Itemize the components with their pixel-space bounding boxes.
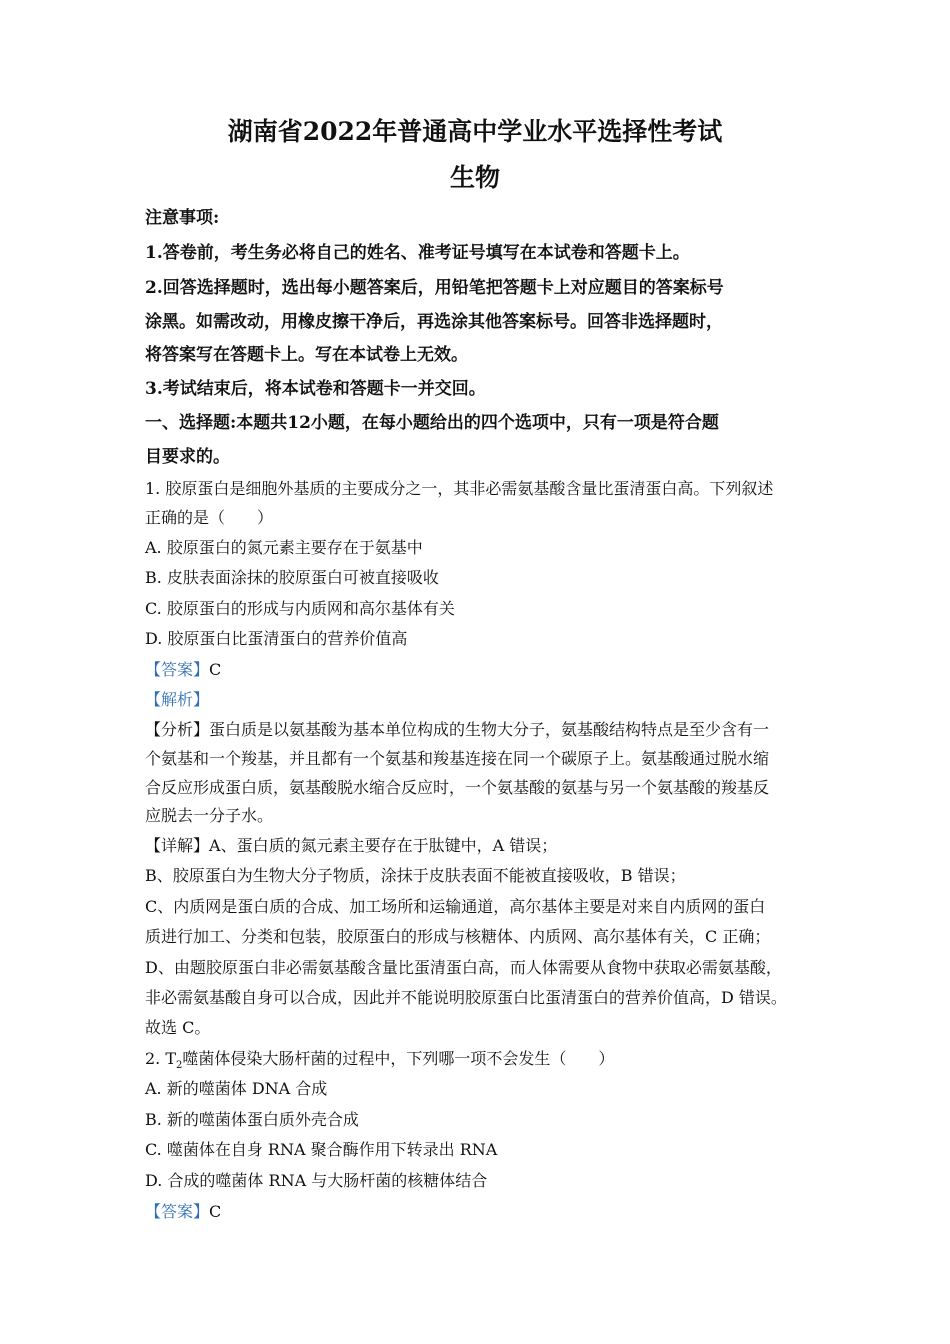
notice-item-2-line-2: 涂黑。如需改动，用橡皮擦干净后，再选涂其他答案标号。回答非选择题时， [145, 312, 723, 332]
q2-option-b: B. 新的噬菌体蛋白质外壳合成 [145, 1110, 359, 1129]
q1-answer-line [145, 659, 810, 681]
exam-title: 湖南省2022年普通高中学业水平选择性考试 [227, 117, 723, 146]
q2-stem-pre: 2. T [145, 1049, 177, 1068]
q1-answer-value: C [209, 660, 222, 679]
q1-fenxi-line-4: 应脱去一分子水。 [145, 806, 274, 825]
q1-option-d: D. 胶原蛋白比蛋清蛋白的营养价值高 [145, 629, 408, 648]
q2-answer-tag: 【答案】 [145, 1202, 210, 1221]
q1-stem-line-1: 1. 胶原蛋白是细胞外基质的主要成分之一，其非必需氨基酸含量比蛋清蛋白高。下列叙述 [145, 479, 774, 498]
q1-detail-c-line-2: 质进行加工、分类和包装，胶原蛋白的形成与核糖体、内质网、高尔基体有关，C 正确； [145, 927, 771, 946]
q2-option-c: C. 噬菌体在自身 RNA 聚合酶作用下转录出 RNA [145, 1140, 498, 1159]
subject-title: 生物 [449, 163, 500, 192]
q1-fenxi-line-3: 合反应形成蛋白质，氨基酸脱水缩合反应时，一个氨基酸的氨基与另一个氨基酸的羧基反 [145, 778, 770, 797]
notice-item-2-line-1: 2.回答选择题时，选出每小题答案后，用铅笔把答题卡上对应题目的答案标号 [145, 278, 724, 298]
q1-option-b: B. 皮肤表面涂抹的胶原蛋白可被直接吸收 [145, 568, 439, 587]
q1-detail-d-line-1: D、由题胶原蛋白非必需氨基酸含量比蛋清蛋白高，而人体需要从食物中获取必需氨基酸， [145, 958, 782, 977]
q2-stem-post: 噬菌体侵染大肠杆菌的过程中，下列哪一项不会发生（ ） [182, 1049, 615, 1068]
q1-stem-line-2: 正确的是（ ） [145, 508, 274, 527]
q2-stem [145, 1048, 810, 1077]
q2-stem-subscript: 2 [176, 1060, 183, 1072]
q1-conclusion: 故选 C。 [145, 1018, 211, 1037]
section-heading-line-2: 目要求的。 [145, 447, 230, 467]
q1-analysis-line [145, 689, 810, 711]
notice-item-3: 3.考试结束后，将本试卷和答题卡一并交回。 [145, 379, 486, 399]
q1-option-a: A. 胶原蛋白的氮元素主要存在于氨基中 [145, 538, 423, 557]
notice-item-1: 1.答卷前，考生务必将自己的姓名、准考证号填写在本试卷和答题卡上。 [145, 243, 690, 263]
q2-answer-value: C [209, 1202, 222, 1221]
q1-fenxi-line-1 [145, 719, 810, 741]
q1-analysis-tag: 【解析】 [145, 690, 210, 709]
q1-detail-c-line-1: C、内质网是蛋白质的合成、加工场所和运输通道，高尔基体主要是对来自内质网的蛋白 [145, 897, 766, 916]
q1-detail-tag: 【详解】 [145, 836, 210, 855]
q1-detail-b: B、胶原蛋白为生物大分子物质，涂抹于皮肤表面不能被直接吸收，B 错误； [145, 866, 686, 885]
q2-answer-line [145, 1201, 810, 1223]
section-heading-line-1: 一、选择题:本题共12小题，在每小题给出的四个选项中，只有一项是符合题 [145, 413, 719, 433]
q1-detail-a-text: A、蛋白质的氮元素主要存在于肽键中，A 错误； [209, 836, 558, 855]
notice-heading: 注意事项: [145, 208, 220, 228]
q2-option-a: A. 新的噬菌体 DNA 合成 [145, 1079, 328, 1098]
q1-option-c: C. 胶原蛋白的形成与内质网和高尔基体有关 [145, 599, 455, 618]
q1-answer-tag: 【答案】 [145, 660, 210, 679]
q1-fenxi-text-1: 蛋白质是以氨基酸为基本单位构成的生物大分子，氨基酸结构特点是至少含有一 [209, 720, 770, 739]
q1-detail-a [145, 835, 810, 857]
q1-fenxi-tag: 【分析】 [145, 720, 210, 739]
notice-item-2-line-3: 将答案写在答题卡上。写在本试卷上无效。 [145, 345, 468, 365]
q1-detail-d-line-2: 非必需氨基酸自身可以合成，因此并不能说明胶原蛋白比蛋清蛋白的营养价值高，D 错误。 [145, 988, 787, 1007]
q1-fenxi-line-2: 个氨基和一个羧基，并且都有一个氨基和羧基连接在同一个碳原子上。氨基酸通过脱水缩 [145, 749, 770, 768]
q2-option-d: D. 合成的噬菌体 RNA 与大肠杆菌的核糖体结合 [145, 1171, 488, 1190]
